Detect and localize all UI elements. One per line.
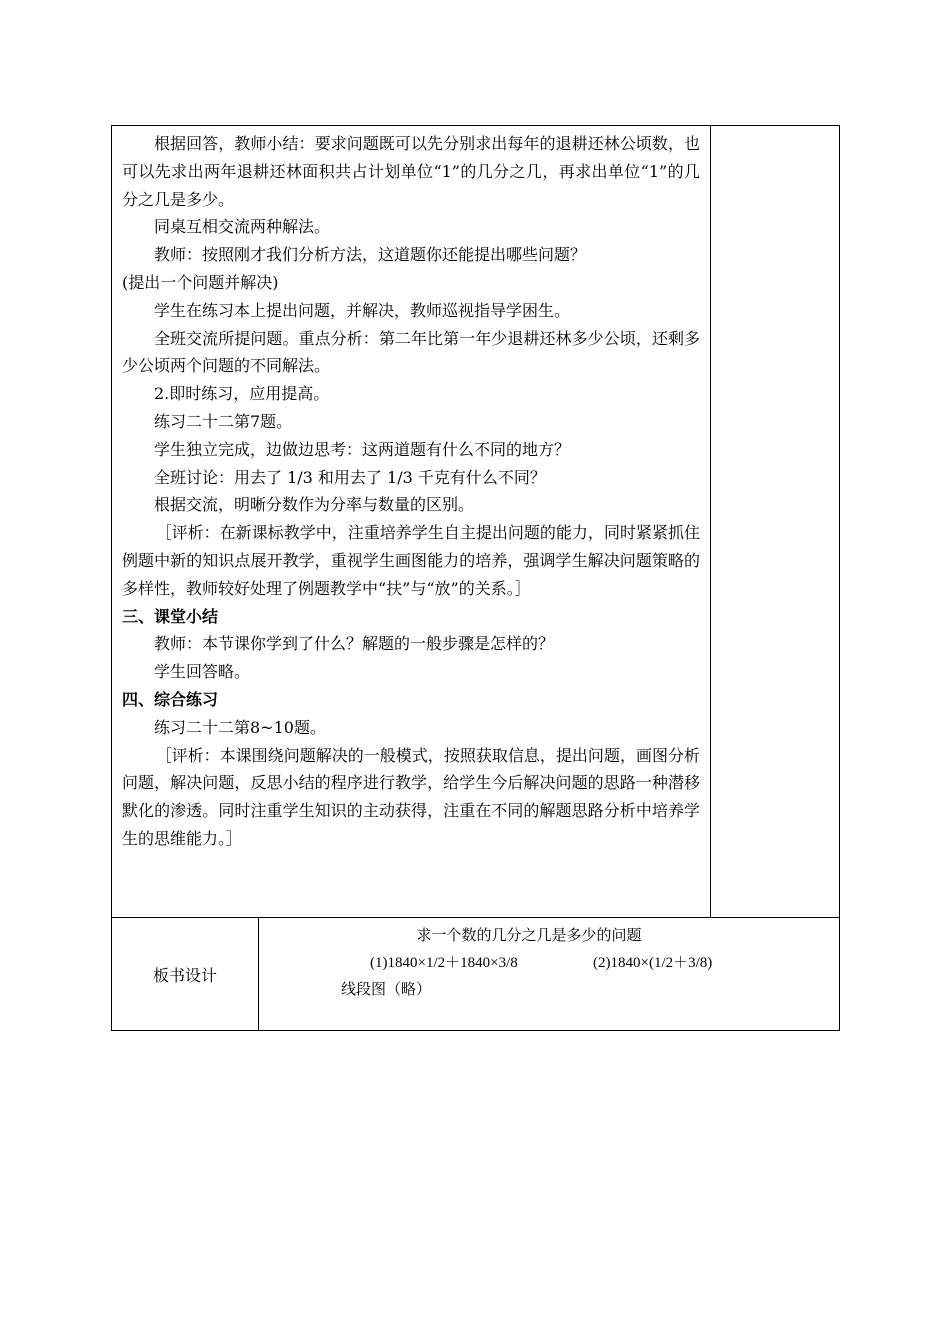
paragraph: 根据回答，教师小结：要求问题既可以先分别求出每年的退耕还林公顷数，也可以先求出两年退耕还林面积共占计划单位“1”的几分之几，再求出单位“1”的几分之几是多少。 bbox=[122, 134, 701, 209]
teaching-process-cell bbox=[112, 126, 711, 918]
paragraph: 学生回答略。 bbox=[154, 662, 251, 682]
board-formula-2: (2)1840×(1/2＋3/8) bbox=[593, 955, 713, 971]
paragraph: 学生在练习本上提出问题，并解决，教师巡视指导学困生。 bbox=[154, 300, 571, 320]
review-comment: ［评析：在新课标教学中，注重培养学生自主提出问题的能力，同时紧紧抓住例题中新的知识点展开教学，重视学生画图能力的培养，强调学生解决问题策略的多样性，教师较好处理了例题教学中“扶”与“放”的关系。］ bbox=[122, 523, 701, 598]
paragraph: 学生独立完成，边做边思考：这两道题有什么不同的地方？ bbox=[154, 439, 571, 459]
paragraph-list bbox=[122, 130, 700, 853]
paragraph: 练习二十二第8~10题。 bbox=[154, 717, 326, 737]
board-title: 求一个数的几分之几是多少的问题 bbox=[416, 928, 642, 944]
paragraph: 根据交流，明晰分数作为分率与数量的区别。 bbox=[154, 495, 475, 515]
section-heading: 三、课堂小结 bbox=[122, 606, 219, 626]
section-heading: 四、综合练习 bbox=[122, 689, 219, 709]
board-design-row bbox=[112, 918, 840, 1031]
paragraph: 全班交流所提问题。重点分析：第二年比第一年少退耕还林多少公顷，还剩多少公顷两个问题的不同解法。 bbox=[122, 328, 701, 376]
lesson-plan-table bbox=[111, 125, 840, 1031]
process-row bbox=[112, 126, 840, 918]
board-note: 线段图（略） bbox=[341, 982, 432, 998]
paragraph: (提出一个问题并解决) bbox=[122, 272, 279, 292]
board-formula-1: (1)1840×1/2＋1840×3/8 bbox=[370, 955, 518, 971]
paragraph: 同桌互相交流两种解法。 bbox=[154, 217, 331, 237]
paragraph: 全班讨论：用去了 1/3 和用去了 1/3 千克有什么不同？ bbox=[154, 467, 546, 487]
paragraph: 练习二十二第7题。 bbox=[154, 411, 293, 431]
board-design-label: 板书设计 bbox=[112, 918, 259, 1031]
paragraph: 教师：本节课你学到了什么？解题的一般步骤是怎样的？ bbox=[154, 634, 555, 654]
side-notes-cell bbox=[711, 126, 840, 918]
paragraph: 2.即时练习，应用提高。 bbox=[154, 384, 330, 404]
review-comment: ［评析：本课围绕问题解决的一般模式，按照获取信息，提出问题，画图分析问题，解决问题，反思小结的程序进行教学，给学生今后解决问题的思路一种潜移默化的渗透。同时注重学生知识的主动获得，注重在不同的解题思路分析中培养学生的思维能力。］ bbox=[122, 745, 701, 848]
paragraph: 教师：按照刚才我们分析方法，这道题你还能提出哪些问题？ bbox=[154, 245, 587, 265]
board-design-content bbox=[259, 918, 840, 1031]
